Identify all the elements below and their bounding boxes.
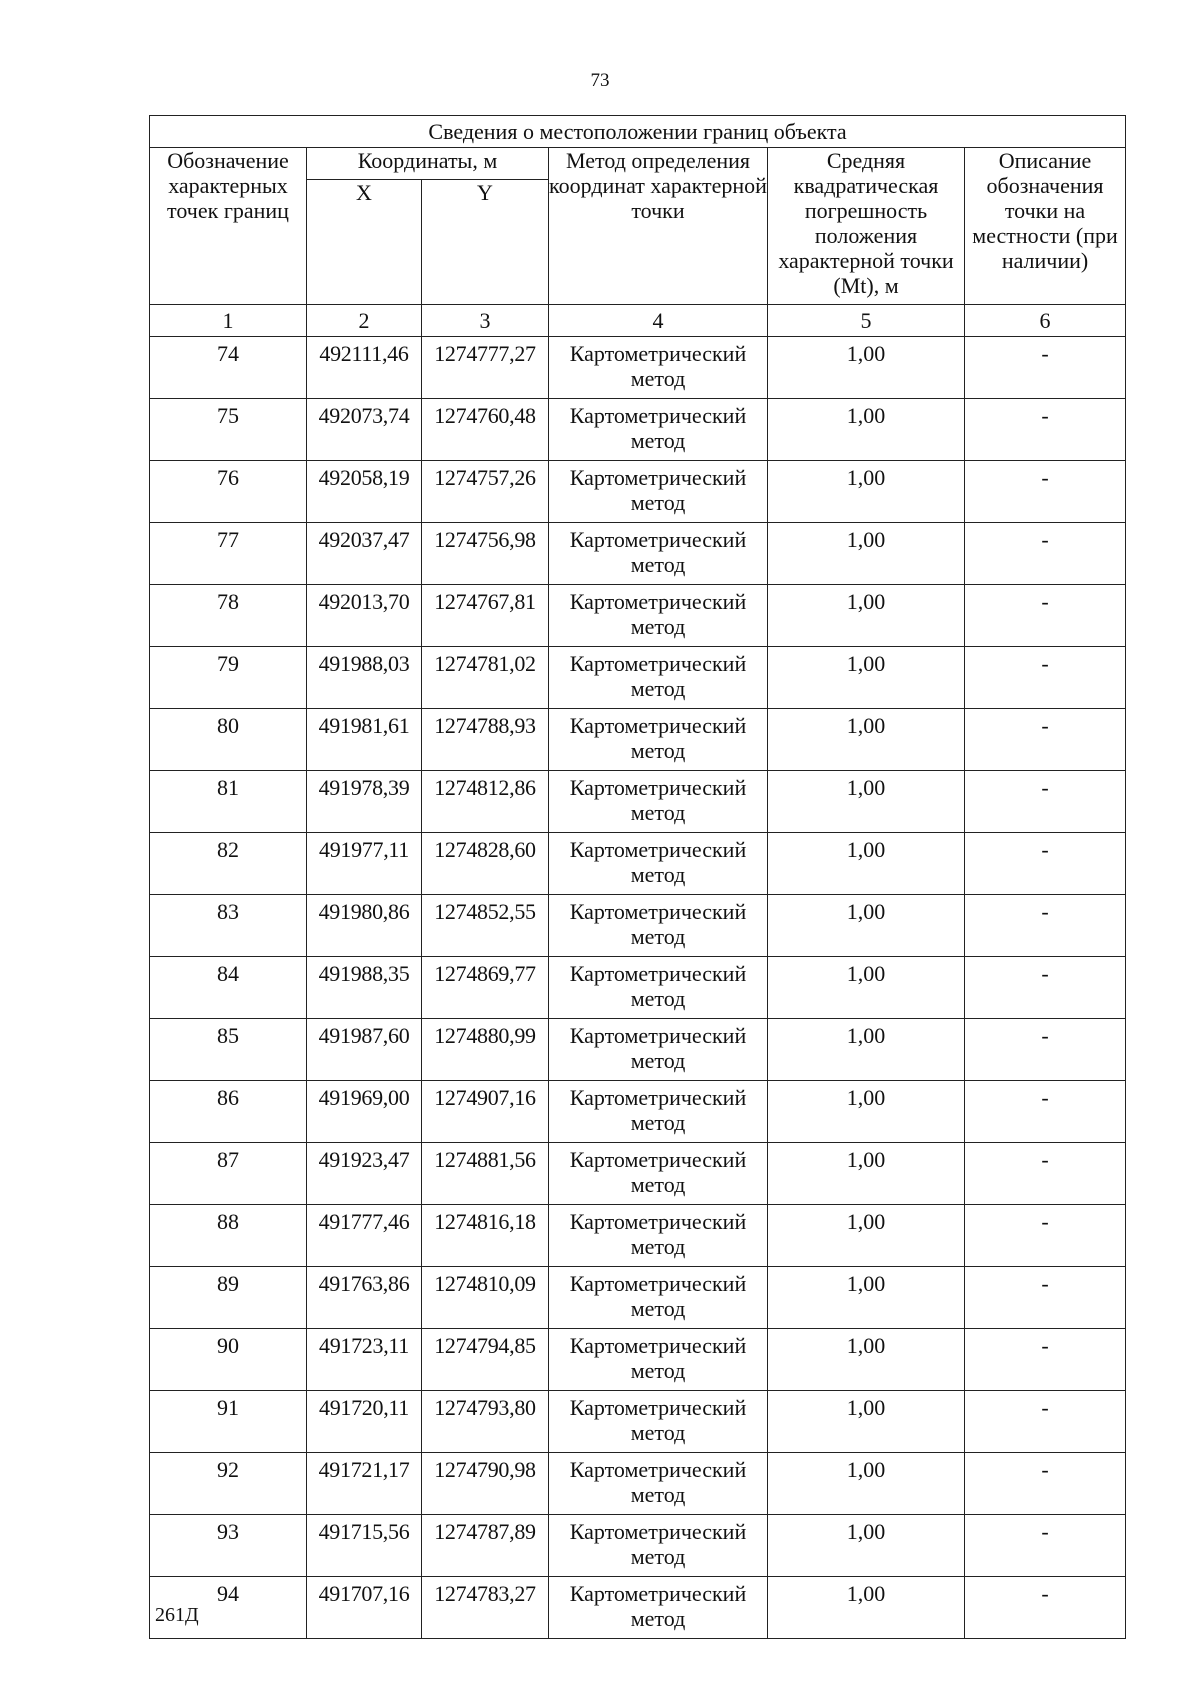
description-cell: - — [965, 399, 1126, 461]
method-cell — [549, 1205, 768, 1267]
x-coordinate-cell: 491723,11 — [307, 1329, 422, 1391]
table-row — [150, 647, 1126, 709]
point-cell: 83 — [150, 895, 307, 957]
method-cell — [549, 1577, 768, 1639]
column-number-cell: 3 — [422, 305, 549, 337]
table-row — [150, 1515, 1126, 1577]
x-coordinate-cell: 491721,17 — [307, 1453, 422, 1515]
method-cell — [549, 709, 768, 771]
method-text: Картометрический метод — [569, 1519, 747, 1569]
table-row — [150, 585, 1126, 647]
y-coordinate-cell: 1274881,56 — [422, 1143, 549, 1205]
table-row — [150, 1267, 1126, 1329]
method-cell — [549, 1143, 768, 1205]
table-row — [150, 1205, 1126, 1267]
method-cell — [549, 1019, 768, 1081]
method-cell — [549, 1081, 768, 1143]
error-cell: 1,00 — [768, 523, 965, 585]
table-row — [150, 1081, 1126, 1143]
page-number: 73 — [590, 70, 610, 91]
y-coordinate-cell: 1274783,27 — [422, 1577, 549, 1639]
table-row — [150, 1391, 1126, 1453]
method-cell — [549, 1515, 768, 1577]
column-number-cell: 2 — [307, 305, 422, 337]
y-coordinate-cell: 1274767,81 — [422, 585, 549, 647]
method-cell — [549, 1329, 768, 1391]
table-row — [150, 1577, 1126, 1639]
column-numbers-row — [150, 305, 1126, 337]
header-method: Метод определения координат характерной точки — [549, 148, 768, 305]
header-description: Описание обозначения точки на местности (при наличии) — [965, 148, 1126, 305]
description-cell: - — [965, 1143, 1126, 1205]
table-body — [150, 337, 1126, 1639]
method-cell — [549, 1267, 768, 1329]
x-coordinate-cell: 491977,11 — [307, 833, 422, 895]
table-row — [150, 895, 1126, 957]
method-text: Картометрический метод — [569, 589, 747, 639]
table-row — [150, 1453, 1126, 1515]
method-text: Картометрический метод — [569, 341, 747, 391]
method-text: Картометрический метод — [569, 1147, 747, 1197]
description-cell: - — [965, 895, 1126, 957]
y-coordinate-cell: 1274810,09 — [422, 1267, 549, 1329]
method-text: Картометрический метод — [569, 1023, 747, 1073]
description-cell: - — [965, 833, 1126, 895]
error-cell: 1,00 — [768, 1515, 965, 1577]
point-cell: 82 — [150, 833, 307, 895]
method-text: Картометрический метод — [569, 1581, 747, 1631]
method-cell — [549, 585, 768, 647]
method-text: Картометрический метод — [569, 465, 747, 515]
error-cell: 1,00 — [768, 1577, 965, 1639]
method-text: Картометрический метод — [569, 899, 747, 949]
x-coordinate-cell: 491978,39 — [307, 771, 422, 833]
method-text: Картометрический метод — [569, 1085, 747, 1135]
method-text: Картометрический метод — [569, 651, 747, 701]
point-cell: 86 — [150, 1081, 307, 1143]
point-cell: 79 — [150, 647, 307, 709]
point-cell: 74 — [150, 337, 307, 399]
column-number-cell: 6 — [965, 305, 1126, 337]
y-coordinate-cell: 1274777,27 — [422, 337, 549, 399]
method-cell — [549, 957, 768, 1019]
point-cell: 81 — [150, 771, 307, 833]
y-coordinate-cell: 1274816,18 — [422, 1205, 549, 1267]
description-cell: - — [965, 523, 1126, 585]
x-coordinate-cell: 492013,70 — [307, 585, 422, 647]
description-cell: - — [965, 1577, 1126, 1639]
method-text: Картометрический метод — [569, 1395, 747, 1445]
x-coordinate-cell: 491988,03 — [307, 647, 422, 709]
error-cell: 1,00 — [768, 895, 965, 957]
header-x: X — [307, 180, 422, 305]
column-number-cell: 4 — [549, 305, 768, 337]
point-cell: 91 — [150, 1391, 307, 1453]
description-cell: - — [965, 1391, 1126, 1453]
description-cell: - — [965, 709, 1126, 771]
point-cell: 78 — [150, 585, 307, 647]
method-text: Картометрический метод — [569, 1457, 747, 1507]
method-text: Картометрический метод — [569, 1333, 747, 1383]
point-cell: 94 — [150, 1577, 307, 1639]
document-code: 261Д — [155, 1604, 199, 1626]
method-cell — [549, 895, 768, 957]
error-cell: 1,00 — [768, 771, 965, 833]
y-coordinate-cell: 1274790,98 — [422, 1453, 549, 1515]
x-coordinate-cell: 491720,11 — [307, 1391, 422, 1453]
method-text: Картометрический метод — [569, 1271, 747, 1321]
x-coordinate-cell: 492111,46 — [307, 337, 422, 399]
description-cell: - — [965, 1205, 1126, 1267]
method-text: Картометрический метод — [569, 1209, 747, 1259]
error-cell: 1,00 — [768, 1143, 965, 1205]
x-coordinate-cell: 491988,35 — [307, 957, 422, 1019]
table-row — [150, 461, 1126, 523]
table-row — [150, 1329, 1126, 1391]
error-cell: 1,00 — [768, 461, 965, 523]
point-cell: 93 — [150, 1515, 307, 1577]
error-cell: 1,00 — [768, 1081, 965, 1143]
y-coordinate-cell: 1274907,16 — [422, 1081, 549, 1143]
header-y: Y — [422, 180, 549, 305]
column-number-cell: 5 — [768, 305, 965, 337]
method-cell — [549, 1391, 768, 1453]
error-cell: 1,00 — [768, 1019, 965, 1081]
table-row — [150, 771, 1126, 833]
y-coordinate-cell: 1274869,77 — [422, 957, 549, 1019]
method-text: Картометрический метод — [569, 775, 747, 825]
y-coordinate-cell: 1274787,89 — [422, 1515, 549, 1577]
point-cell: 75 — [150, 399, 307, 461]
method-cell — [549, 523, 768, 585]
x-coordinate-cell: 491763,86 — [307, 1267, 422, 1329]
method-cell — [549, 1453, 768, 1515]
point-cell: 84 — [150, 957, 307, 1019]
method-text: Картометрический метод — [569, 403, 747, 453]
table-row — [150, 1143, 1126, 1205]
x-coordinate-cell: 492037,47 — [307, 523, 422, 585]
description-cell: - — [965, 585, 1126, 647]
y-coordinate-cell: 1274756,98 — [422, 523, 549, 585]
point-cell: 92 — [150, 1453, 307, 1515]
method-text: Картометрический метод — [569, 527, 747, 577]
x-coordinate-cell: 491715,56 — [307, 1515, 422, 1577]
description-cell: - — [965, 1267, 1126, 1329]
method-text: Картометрический метод — [569, 837, 747, 887]
description-cell: - — [965, 1453, 1126, 1515]
point-cell: 85 — [150, 1019, 307, 1081]
x-coordinate-cell: 491923,47 — [307, 1143, 422, 1205]
header-error: Средняя квадратическая погрешность положения характерной точки (Mt), м — [768, 148, 965, 305]
point-cell: 77 — [150, 523, 307, 585]
error-cell: 1,00 — [768, 1453, 965, 1515]
table-row — [150, 399, 1126, 461]
y-coordinate-cell: 1274781,02 — [422, 647, 549, 709]
x-coordinate-cell: 491980,86 — [307, 895, 422, 957]
error-cell: 1,00 — [768, 1205, 965, 1267]
y-coordinate-cell: 1274794,85 — [422, 1329, 549, 1391]
header-point: Обозначение характерных точек границ — [150, 148, 307, 305]
description-cell: - — [965, 957, 1126, 1019]
description-cell: - — [965, 1329, 1126, 1391]
y-coordinate-cell: 1274880,99 — [422, 1019, 549, 1081]
y-coordinate-cell: 1274812,86 — [422, 771, 549, 833]
error-cell: 1,00 — [768, 647, 965, 709]
description-cell: - — [965, 1515, 1126, 1577]
error-cell: 1,00 — [768, 337, 965, 399]
method-cell — [549, 399, 768, 461]
x-coordinate-cell: 492058,19 — [307, 461, 422, 523]
error-cell: 1,00 — [768, 585, 965, 647]
y-coordinate-cell: 1274828,60 — [422, 833, 549, 895]
table-row — [150, 523, 1126, 585]
x-coordinate-cell: 491981,61 — [307, 709, 422, 771]
description-cell: - — [965, 647, 1126, 709]
method-cell — [549, 833, 768, 895]
table-caption: Сведения о местоположении границ объекта — [150, 116, 1126, 148]
point-cell: 88 — [150, 1205, 307, 1267]
table-row — [150, 957, 1126, 1019]
error-cell: 1,00 — [768, 1267, 965, 1329]
table-row — [150, 337, 1126, 399]
point-cell: 76 — [150, 461, 307, 523]
method-cell — [549, 771, 768, 833]
error-cell: 1,00 — [768, 1329, 965, 1391]
error-cell: 1,00 — [768, 833, 965, 895]
description-cell: - — [965, 771, 1126, 833]
error-cell: 1,00 — [768, 399, 965, 461]
header-coordinates: Координаты, м — [307, 148, 549, 180]
x-coordinate-cell: 491969,00 — [307, 1081, 422, 1143]
description-cell: - — [965, 1019, 1126, 1081]
description-cell: - — [965, 337, 1126, 399]
y-coordinate-cell: 1274852,55 — [422, 895, 549, 957]
method-text: Картометрический метод — [569, 713, 747, 763]
x-coordinate-cell: 491707,16 — [307, 1577, 422, 1639]
error-cell: 1,00 — [768, 709, 965, 771]
y-coordinate-cell: 1274793,80 — [422, 1391, 549, 1453]
table-row — [150, 709, 1126, 771]
point-cell: 80 — [150, 709, 307, 771]
x-coordinate-cell: 491777,46 — [307, 1205, 422, 1267]
y-coordinate-cell: 1274757,26 — [422, 461, 549, 523]
description-cell: - — [965, 1081, 1126, 1143]
method-text: Картометрический метод — [569, 961, 747, 1011]
point-cell: 89 — [150, 1267, 307, 1329]
x-coordinate-cell: 492073,74 — [307, 399, 422, 461]
table-row — [150, 1019, 1126, 1081]
method-cell — [549, 461, 768, 523]
point-cell: 90 — [150, 1329, 307, 1391]
x-coordinate-cell: 491987,60 — [307, 1019, 422, 1081]
column-number-cell: 1 — [150, 305, 307, 337]
point-cell: 87 — [150, 1143, 307, 1205]
boundary-coordinates-table — [149, 115, 1126, 1639]
method-cell — [549, 337, 768, 399]
y-coordinate-cell: 1274788,93 — [422, 709, 549, 771]
error-cell: 1,00 — [768, 1391, 965, 1453]
y-coordinate-cell: 1274760,48 — [422, 399, 549, 461]
description-cell: - — [965, 461, 1126, 523]
table-row — [150, 833, 1126, 895]
method-cell — [549, 647, 768, 709]
error-cell: 1,00 — [768, 957, 965, 1019]
